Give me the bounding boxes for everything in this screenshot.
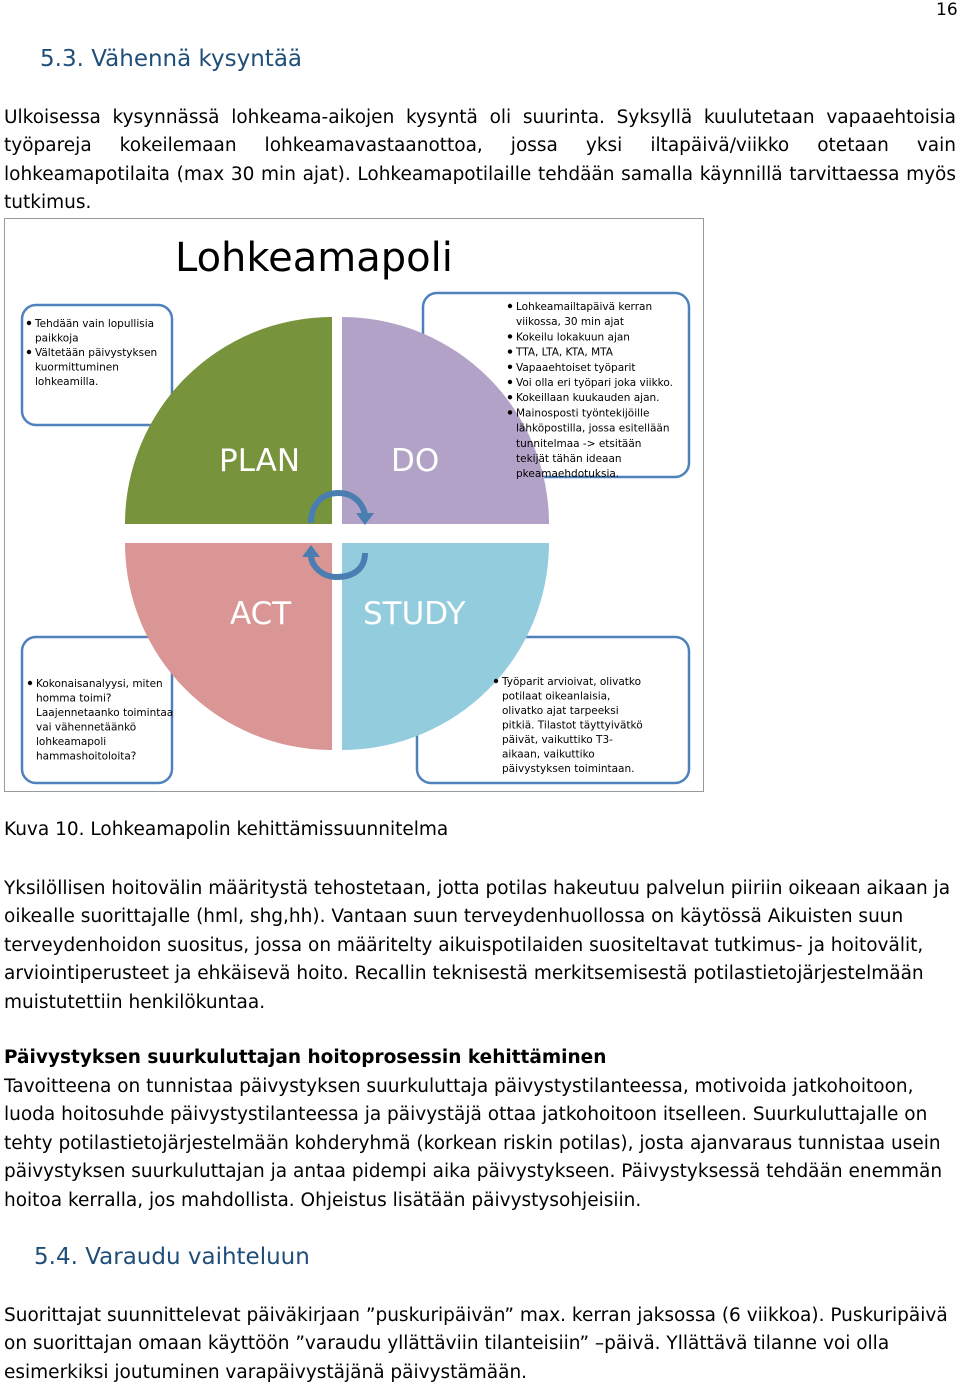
figure-title: Lohkeamapoli [175,235,453,281]
paragraph-suurkuluttaja: Tavoitteena on tunnistaa päivystyksen suurkuluttaja päivystystilanteessa, motivoida jatkohoitoon, luoda hoitosuhde päivystystilanteessa ja päivystäjä ottaa jatkohoitoon itselleen. Suurkuluttajalle on tehty potilastietojärjestelmään kohderyhmä (korkean riskin potilas), josta ajanvaraus tunnistaa usein päivystyksen suurkuluttajan ja antaa pidempi aika päivystykseen. Päivystyksessä tehdään enemmän hoitoa kerralla, jos mahdollista. Ohjeistus lisätään päivystysohjeisiin. [4,1076,943,1211]
paragraph-recall: Yksilöllisen hoitovälin määritystä tehostetaan, jotta potilas hakeutuu palvelun piiriin oikeaan aikaan ja oikealle suorittajalle (hml, shg,hh). Vantaan suun terveydenhuollossa on käytössä Aikuisten suun terveydenhoidon suositus, jossa on määritelty aikuispotilaiden suositeltavat tutkimus- ja hoitovälit, arviointiperusteet ja ehkäisevä hoito. Recallin teknisestä merkitsemisestä potilastietojärjestelmään muistutettiin henkilökuntaa. [4,878,951,1013]
study-label: STUDY [363,596,466,632]
note-bullet [508,349,512,353]
note-line: kuormittuminen [35,361,119,374]
note-bullet [27,321,31,325]
note-line: Voi olla eri työpari joka viikko. [516,377,673,389]
note-line: Lohkeamailtapäivä kerran [516,301,653,313]
note-line: Työparit arvioivat, olivatko [502,676,642,688]
section-heading-5-4: 5.4. Varaudu vaihteluun [34,1244,310,1270]
figure-caption: Kuva 10. Lohkeamapolin kehittämissuunnitelma [4,819,449,840]
intro-paragraph: Ulkoisessa kysynnässä lohkeama-aikojen kysyntä oli suurinta. Syksyllä kuulutetaan vapaaehtoisia työpareja kokeilemaan lohkeamavastaanottoa, jossa yksi iltapäivä/viikko otetaan vain lohkeamapotilaita (max 30 min ajat). Lohkeamapotilaille tehdään samalla käynnillä tarvittaessa myös tutkimus. [4,107,956,214]
note-line: Mainosposti työntekijöille [516,407,650,420]
note-line: päivystyksen toimintaan. [502,763,635,775]
note-bullet [508,410,512,414]
subheading-suurkuluttaja: Päivystyksen suurkuluttajan hoitoprosessin kehittäminen [4,1047,607,1068]
pdsa-diagram [5,219,703,791]
note-line: Kokeilu lokakuun ajan [516,331,630,344]
note-line: aikaan, vaikuttiko [502,748,595,761]
note-line: pkeamaehdotuksia. [516,468,620,481]
note-line: Kokonaisanalyysi, miten [36,678,163,690]
note-line: tunnitelmaa -> etsitään [516,437,642,450]
note-bullet [508,334,512,338]
note-bullet [508,365,512,369]
act-label: ACT [230,596,292,632]
note-bullet [508,380,512,384]
do-label: DO [391,443,440,479]
note-line: päivät, vaikuttiko T3- [502,734,613,746]
note-bullet [508,395,512,399]
note-line: olivatko ajat tarpeeksi [502,705,619,717]
note-line: lohkeamilla. [35,376,99,388]
note-line: Tehdään vain lopullisia [35,318,155,330]
note-bullet [508,304,512,308]
note-bullet [28,681,32,685]
note-line: paikkoja [35,332,79,345]
note-line: lohkeamapoli [36,736,107,748]
section-heading-5-3: 5.3. Vähennä kysyntää [40,46,303,72]
note-line: Laajennetaanko toimintaa [36,707,174,719]
plan-label: PLAN [219,443,301,479]
pdsa-figure [4,218,704,792]
page-number: 16 [936,0,958,20]
note-line: TTA, LTA, KTA, MTA [516,346,613,359]
note-line: lähköpostilla, jossa esitellään [516,422,670,435]
note-line: pitkiä. Tilastot täyttyivätkö [502,719,643,732]
note-line: homma toimi? [36,692,112,705]
note-line: potilaat oikeanlaisia, [502,690,611,703]
note-line: hammashoitoloita? [36,750,137,763]
note-bullet [494,679,498,683]
cycle-arrows-icon [302,493,374,577]
note-line: tekijät tähän ideaan [516,453,622,465]
note-line: Vapaaehtoiset työparit [516,361,636,374]
note-bullet [27,350,31,354]
note-line: viikossa, 30 min ajat [516,316,624,329]
paragraph-puskuripaiva: Suorittajat suunnittelevat päiväkirjaan ”puskuripäivän” max. kerran jaksossa (6 viikkoa). Puskuripäivä on suorittajan omaan käyttöön ”varaudu yllättäviin tilanteisiin” –päivä. Yllättävä tilanne voi olla esimerkiksi joutuminen varapäivystäjänä päivystämään. [4,1305,948,1383]
note-line: vai vähennetäänkö [36,721,137,734]
note-line: Kokeillaan kuukauden ajan. [516,392,660,405]
note-line: Vältetään päivystyksen [35,347,158,359]
